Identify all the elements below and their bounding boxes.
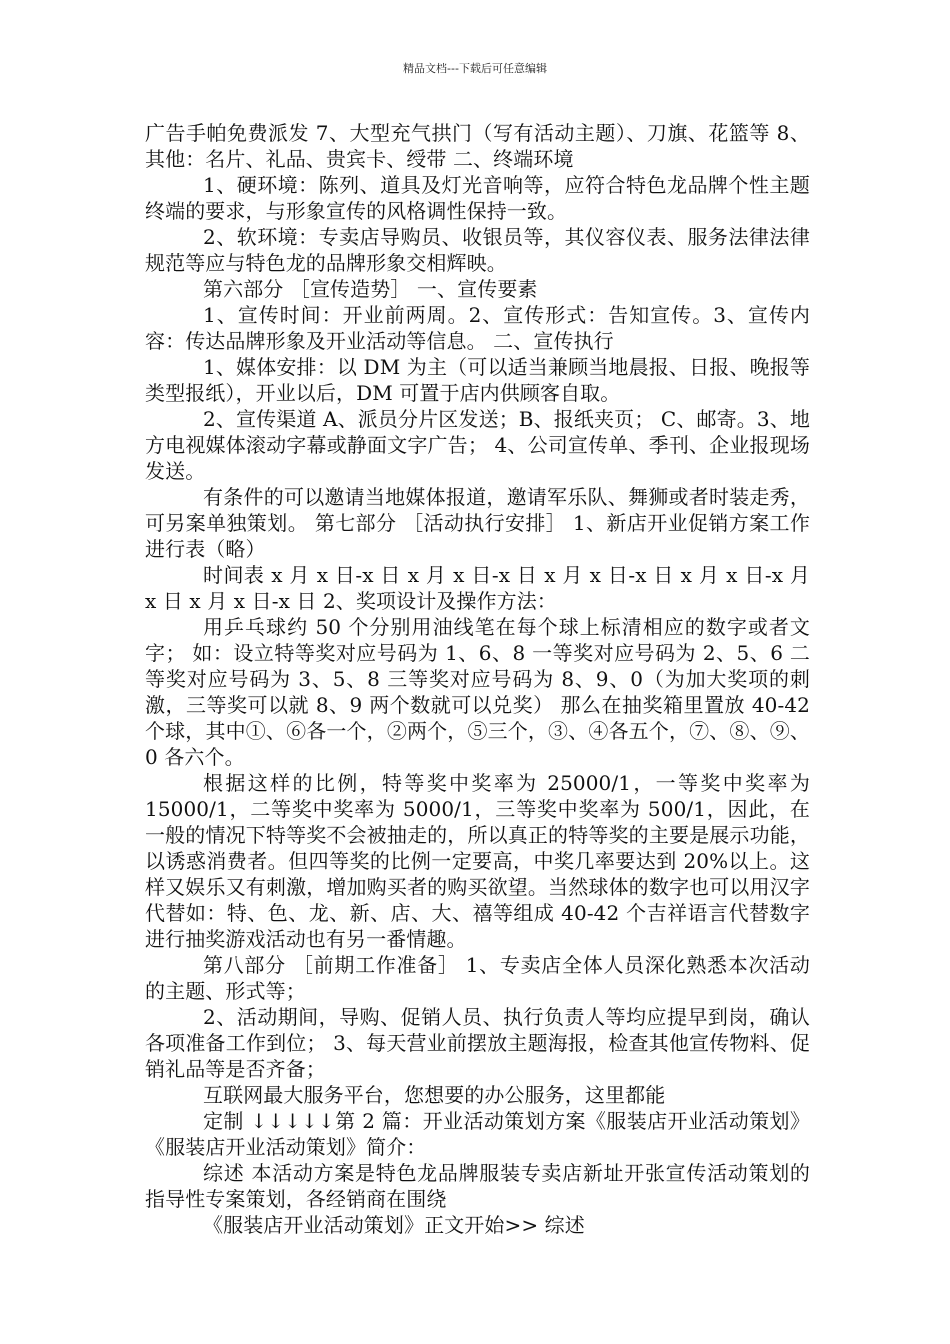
paragraph: 2、软环境：专卖店导购员、收银员等，其仪容仪表、服务法律法律规范等应与特色龙的品牌形象交相辉映。 (145, 225, 810, 275)
paragraph: 有条件的可以邀请当地媒体报道，邀请军乐队、舞狮或者时装走秀，可另案单独策划。 第七部分 ［活动执行安排］ 1、新店开业促销方案工作进行表（略） (145, 485, 810, 561)
paragraph: 1、硬环境：陈列、道具及灯光音响等，应符合特色龙品牌个性主题终端的要求，与形象宣传的风格调性保持一致。 (145, 173, 810, 223)
page-header: 精品文档---下载后可任意编辑 (403, 62, 547, 75)
document-body (145, 120, 810, 1238)
paragraph: 综述 本活动方案是特色龙品牌服装专卖店新址开张宣传活动策划的指导性专案策划，各经销商在围绕 (145, 1161, 810, 1211)
paragraph: 时间表 x 月 x 日-x 日 x 月 x 日-x 日 x 月 x 日-x 日 x 月 x 日-x 月 x 日 x 月 x 日-x 日 2、奖项设计及操作方法： (145, 563, 810, 613)
paragraph: 《服装店开业活动策划》正文开始>> 综述 (203, 1213, 585, 1237)
paragraph: 1、宣传时间：开业前两周。2、宣传形式：告知宣传。3、宣传内容：传达品牌形象及开业活动等信息。 二、宣传执行 (145, 303, 810, 353)
paragraph: 2、宣传渠道 A、派员分片区发送；B、报纸夹页； C、邮寄。3、地方电视媒体滚动字幕或静面文字广告； 4、公司宣传单、季刊、企业报现场发送。 (145, 407, 810, 483)
paragraph: 1、媒体安排：以 DM 为主（可以适当兼顾当地晨报、日报、晚报等类型报纸），开业以后，DM 可置于店内供顾客自取。 (145, 355, 810, 405)
paragraph: 互联网最大服务平台，您想要的办公服务，这里都能 (203, 1083, 666, 1107)
paragraph: 用乒乓球约 50 个分别用油线笔在每个球上标清相应的数字或者文字； 如：设立特等奖对应号码为 1、6、8 一等奖对应号码为 2、5、6 二等奖对应号码为 3、5、8 三等奖对应号码为 8、9、0（为加大奖项的刺激，三等奖可以就 8、9 两个数就可以兑奖） 那么在抽奖箱里置放 40-42 个球，其中①、⑥各一个，②两个，⑤三个，③、④各五个，⑦、⑧、⑨、0 各六个。 (145, 615, 810, 769)
paragraph: 2、活动期间，导购、促销人员、执行负责人等均应提早到岗，确认各项准备工作到位； 3、每天营业前摆放主题海报，检查其他宣传物料、促销礼品等是否齐备； (145, 1005, 810, 1081)
paragraph: 广告手帕免费派发 7、大型充气拱门（写有活动主题）、刀旗、花篮等 8、其他：名片、礼品、贵宾卡、绶带 二、终端环境 (145, 121, 810, 171)
section-heading: 第八部分 ［前期工作准备］ 1、专卖店全体人员深化熟悉本次活动的主题、形式等； (145, 953, 810, 1003)
paragraph: 根据这样的比例，特等奖中奖率为 25000/1，一等奖中奖率为 15000/1，二等奖中奖率为 5000/1，三等奖中奖率为 500/1，因此，在一般的情况下特等奖不会被抽走的，所以真正的特等奖的主要是展示功能，以诱惑消费者。但四等奖的比例一定要高，中奖几率要达到 20%以上。这样又娱乐又有刺激，增加购买者的购买欲望。当然球体的数字也可以用汉字代替如：特、色、龙、新、店、大、禧等组成 40-42 个吉祥语言代替数字进行抽奖游戏活动也有另一番情趣。 (145, 771, 810, 951)
paragraph: 定制 ↓↓↓↓↓第 2 篇：开业活动策划方案《服装店开业活动策划》《服装店开业活动策划》简介： (145, 1109, 810, 1159)
section-heading: 第六部分 ［宣传造势］ 一、宣传要素 (203, 277, 538, 301)
